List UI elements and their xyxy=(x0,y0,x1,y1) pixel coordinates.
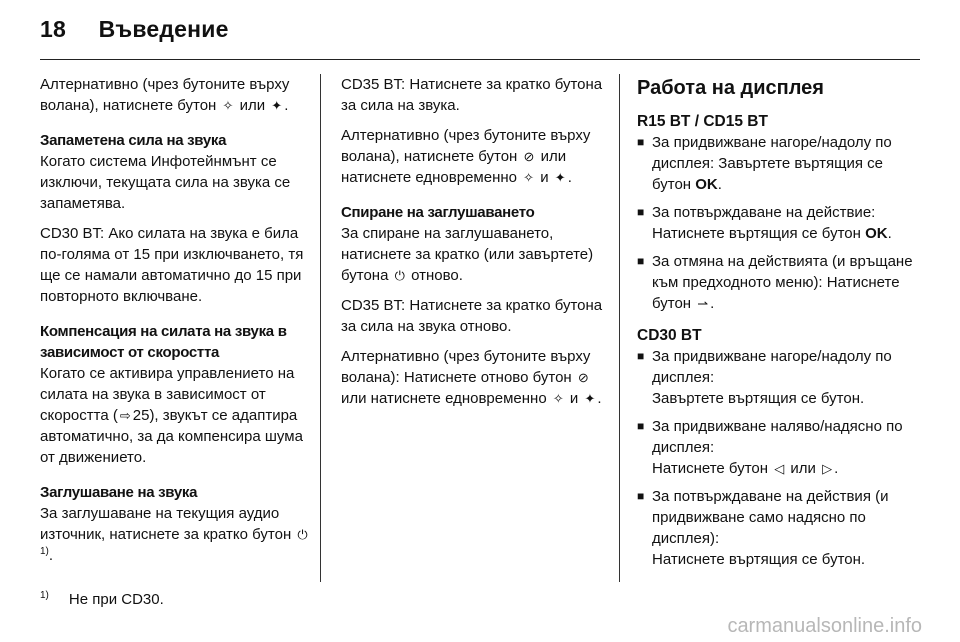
list-item: ■ За отмяна на действията (и връщане към предходното меню): Натиснете бутон ⇀ . xyxy=(637,251,920,314)
steering-mute-icon: ⊘ xyxy=(523,149,535,164)
list-item: ■ За потвърждаване на действие: Натиснете въртящия се бутон OK. xyxy=(637,202,920,244)
list-item: ■ За придвижване нагоре/надолу по дисплея: Завъртете въртящия се бутон. xyxy=(637,346,920,409)
section-heading: Спиране на заглушаването xyxy=(341,204,535,221)
subsection-heading: CD30 BT xyxy=(637,327,702,344)
page-header xyxy=(40,16,229,43)
list-item: ■ За придвижване наляво/надясно по дисплея: Натиснете бутон ◁ или ▷ . xyxy=(637,416,920,479)
steering-mute-icon: ⊘ xyxy=(577,370,589,385)
footnote-text: Не при CD30. xyxy=(68,591,164,608)
section-heading: Заглушаване на звука xyxy=(40,484,198,501)
paragraph: CD35 BT: Натиснете за кратко бутона за сила на звука. xyxy=(341,76,603,114)
volume-down-icon: ✦ xyxy=(584,391,596,406)
footnote-marker: 1) xyxy=(40,590,49,601)
volume-up-icon: ✧ xyxy=(523,170,535,185)
footnote xyxy=(40,589,164,610)
bullet-list xyxy=(637,132,920,314)
left-triangle-icon: ◁ xyxy=(774,461,785,476)
column-1 xyxy=(40,74,310,575)
paragraph: Алтернативно (чрез бутоните върху волана): Натиснете отново бутон ⊘ или натиснете едновременно ✧ и ✦ . xyxy=(341,348,602,407)
section-heading-paragraph: Спиране на заглушаването За спиране на заглушаването, натиснете за кратко (или завъртете) бутона ⏻ отново. xyxy=(341,202,609,286)
section-heading: Компенсация на силата на звука в зависимост от скоростта xyxy=(40,323,287,361)
power-icon: ⏻ xyxy=(297,527,308,542)
volume-down-icon: ✦ xyxy=(271,98,283,113)
column-3 xyxy=(637,74,920,577)
back-arrow-icon: ⇀ xyxy=(697,296,709,311)
section-heading-paragraph: Заглушаване на звука За заглушаване на текущия аудио източник, натиснете за кратко бутон ⏻$^{1)}$. xyxy=(40,482,310,566)
list-item: ■ За придвижване нагоре/надолу по дисплея: Завъртете въртящия се бутон OK. xyxy=(637,132,920,195)
volume-up-icon: ✧ xyxy=(552,391,564,406)
paragraph: CD30 BT: Ако силата на звука е била по-голяма от 15 при изключването, тя ще се намали автоматично до 15 при повторното включване. xyxy=(40,225,304,305)
column-divider xyxy=(619,74,620,582)
header-rule xyxy=(40,59,920,60)
paragraph: CD35 BT: Натиснете за кратко бутона за сила на звука отново. xyxy=(341,297,603,335)
page-title: Въведение xyxy=(98,16,229,42)
volume-up-icon: ✧ xyxy=(222,98,234,113)
section-title: Работа на дисплея xyxy=(637,77,824,99)
paragraph: Алтернативно (чрез бутоните върху волана), натиснете бутон ✧ или ✦ . xyxy=(40,76,290,114)
page-reference-icon: ⇨ xyxy=(119,408,131,423)
column-2 xyxy=(341,74,609,418)
volume-down-icon: ✦ xyxy=(554,170,566,185)
footnote-marker: 1) xyxy=(40,546,49,557)
section-heading-paragraph: Компенсация на силата на звука в зависимост от скоростта Когато се активира управлението на силата на звука в зависимост от скоростта ( ⇨ 25), звукът се адаптира автоматично, за да компенсира шума от движението. xyxy=(40,321,310,468)
bullet-list xyxy=(637,346,920,570)
subsection-heading: R15 BT / CD15 BT xyxy=(637,113,768,130)
watermark: carmanualsonline.info xyxy=(727,615,922,637)
paragraph: Алтернативно (чрез бутоните върху волана), натиснете бутон ⊘ или натиснете едновременно ✧ и ✦ . xyxy=(341,127,591,186)
list-item: ■ За потвърждаване на действия (и придвижване само надясно по дисплея): Натиснете въртящия се бутон. xyxy=(637,486,920,570)
section-heading: Запаметена сила на звука xyxy=(40,132,227,149)
right-triangle-icon: ▷ xyxy=(822,461,833,476)
power-icon: ⏻ xyxy=(394,268,405,283)
section-heading-paragraph: Запаметена сила на звука Когато система Инфотейнмънт се изключи, текущата сила на звука се запаметява. xyxy=(40,130,310,214)
page-number: 18 xyxy=(40,16,66,42)
column-divider xyxy=(320,74,321,582)
